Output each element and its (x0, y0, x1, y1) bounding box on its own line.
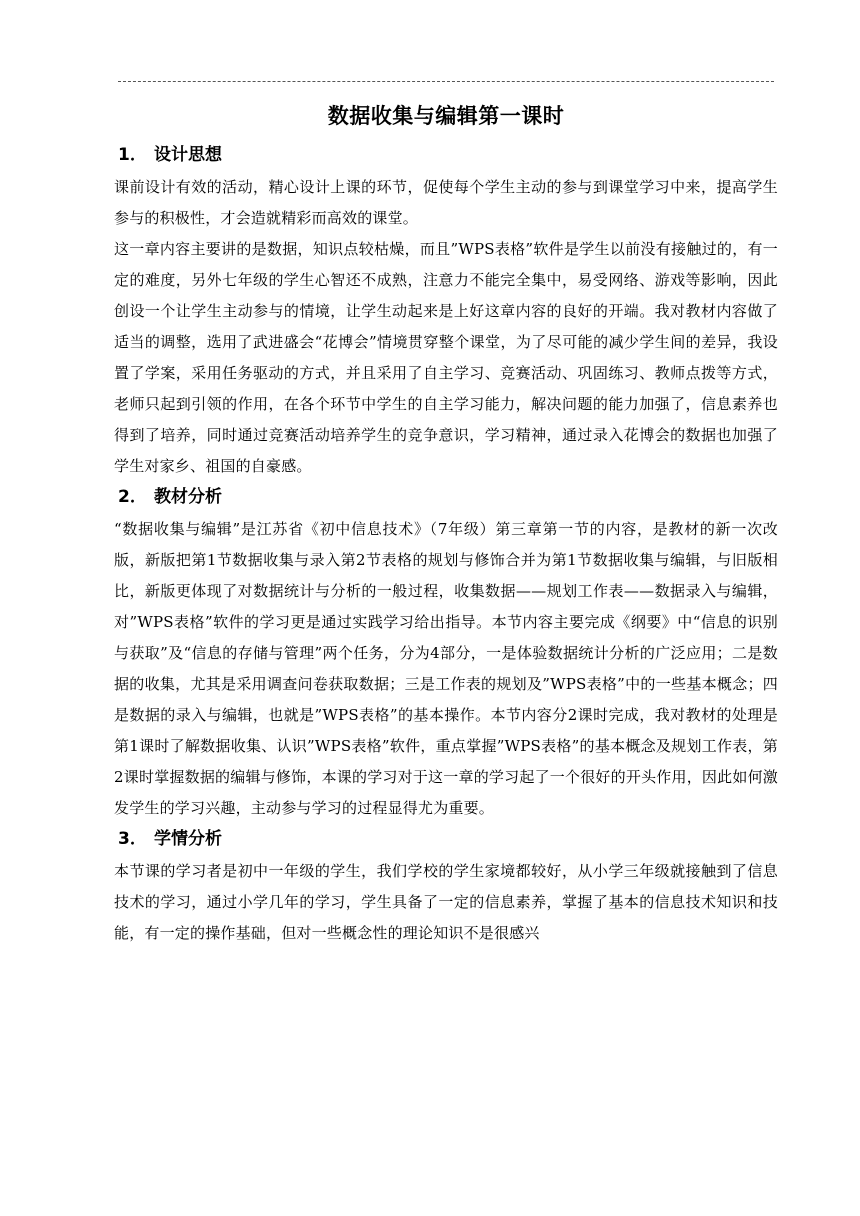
section-title: 学情分析 (154, 829, 222, 849)
document-body (114, 98, 778, 949)
section-title: 设计思想 (154, 145, 222, 165)
paragraph: 课前设计有效的活动，精心设计上课的环节，促使每个学生主动的参与到课堂学习中来，提高学生参与的积极性，才会造就精彩而高效的课堂。 (114, 178, 778, 227)
section-textbook-analysis (114, 482, 778, 824)
paragraph: 这一章内容主要讲的是数据，知识点较枯燥，而且”WPS表格”软件是学生以前没有接触过的，有一定的难度，另外七年级的学生心智还不成熟，注意力不能完全集中，易受网络、游戏等影响，因此创设一个让学生主动参与的情境，让学生动起来是上好这章内容的良好的开端。我对教材内容做了适当的调整，选用了武进盛会“花博会”情境贯穿整个课堂，为了尽可能的减少学生间的差异，我设置了学案，采用任务驱动的方式，并且采用了自主学习、竞赛活动、巩固练习、教师点拨等方式，老师只起到引领的作用，在各个环节中学生的自主学习能力，解决问题的能力加强了，信息素养也得到了培养，同时通过竞赛活动培养学生的竞争意识，学习精神，通过录入花博会的数据也加强了学生对家乡、祖国的自豪感。 (114, 240, 778, 475)
section-title: 教材分析 (154, 487, 222, 507)
section-heading (114, 140, 778, 170)
section-learner-analysis (114, 824, 778, 949)
section-number: 3． (118, 829, 147, 849)
section-heading (114, 824, 778, 854)
section-heading (114, 482, 778, 512)
section-number: 2． (118, 487, 147, 507)
document-title: 数据收集与编辑第一课时 (327, 104, 565, 128)
section-design-idea (114, 140, 778, 482)
paragraph: “数据收集与编辑”是江苏省《初中信息技术》（7年级）第三章第一节的内容，是教材的新一次改版，新版把第1节数据收集与录入第2节表格的规划与修饰合并为第1节数据收集与编辑，与旧版相比，新版更体现了对数据统计与分析的一般过程，收集数据——规划工作表——数据录入与编辑，对”WPS表格”软件的学习更是通过实践学习给出指导。本节内容主要完成《纲要》中“信息的识别与获取”及“信息的存储与管理”两个任务，分为4部分，一是体验数据统计分析的广泛应用；二是数据的收集，尤其是采用调查问卷获取数据；三是工作表的规划及”WPS表格”中的一些基本概念；四是数据的录入与编辑，也就是”WPS表格”的基本操作。本节内容分2课时完成，我对教材的处理是第1课时了解数据收集、认识”WPS表格”软件，重点掌握”WPS表格”的基本概念及规划工作表，第2课时掌握数据的编辑与修饰，本课的学习对于这一章的学习起了一个很好的开头作用，因此如何激发学生的学习兴趣，主动参与学习的过程显得尤为重要。 (114, 520, 778, 817)
section-number: 1． (118, 145, 147, 165)
paragraph: 本节课的学习者是初中一年级的学生，我们学校的学生家境都较好，从小学三年级就接触到了信息技术的学习，通过小学几年的学习，学生具备了一定的信息素养，掌握了基本的信息技术知识和技能，有一定的操作基础，但对一些概念性的理论知识不是很感兴 (114, 862, 778, 942)
header-dashed-rule (118, 81, 774, 82)
